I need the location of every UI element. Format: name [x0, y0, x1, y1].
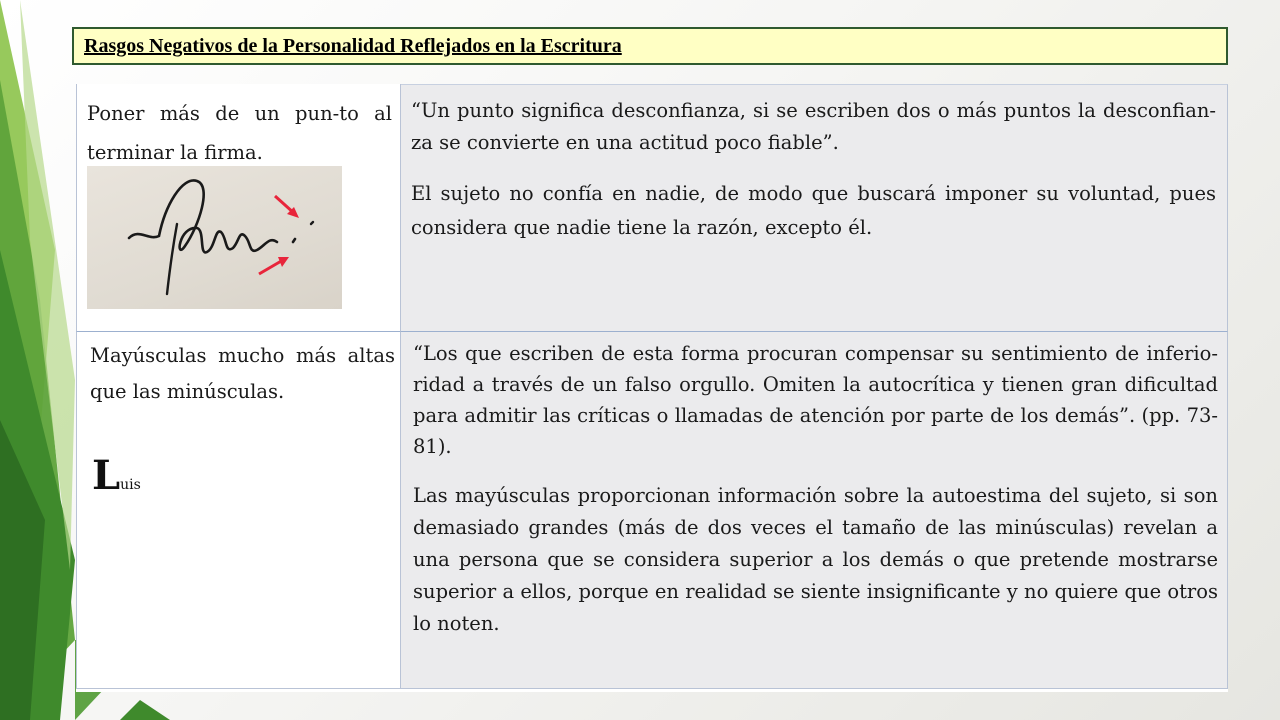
description-cell	[401, 84, 1228, 331]
trait-label: Mayúsculas mucho más altas que las minúsculas.	[90, 344, 395, 403]
slide-title: Rasgos Negativos de la Personalidad Reflejados en la Escritura	[84, 35, 622, 57]
table-row	[76, 84, 1228, 331]
explanation-paragraph: Las mayúsculas proporcionan información sobre la autoestima del sujeto, si son demasiado grandes (más de dos veces el tamaño de las minúsculas) revelan a una persona que se considera superior a los demás o que pretende mostrarse superior a ellos, porque en realidad se siente insignificante y no quiere que otros lo noten.	[413, 484, 1218, 635]
explanation-paragraph: El sujeto no confía en nadie, de modo que buscará imponer su voluntad, pues considera que nadie tiene la razón, excepto él.	[411, 182, 1216, 239]
traits-table	[76, 84, 1228, 692]
slide-title-box	[72, 27, 1228, 65]
handwriting-sample	[92, 452, 141, 499]
trait-label: Poner más de un pun-to al terminar la firma.	[87, 102, 392, 164]
sample-lowercase: uis	[120, 477, 141, 493]
table-row	[76, 331, 1228, 689]
description-cell	[401, 331, 1228, 689]
trait-cell	[76, 331, 401, 689]
trait-cell	[76, 84, 401, 331]
sample-capital: L	[92, 452, 121, 499]
quote-paragraph: “Un punto significa desconfianza, si se escriben dos o más puntos la desconfian-za se convierte en una actitud poco fiable”.	[411, 99, 1216, 154]
signature-image	[87, 166, 342, 309]
quote-paragraph: “Los que escriben de esta forma procuran compensar su sentimiento de inferio-ridad a través de un falso orgullo. Omiten la autocrítica y tienen gran dificultad para admitir las críticas o llamadas de atención por parte de los demás”. (pp. 73-81).	[413, 342, 1218, 458]
